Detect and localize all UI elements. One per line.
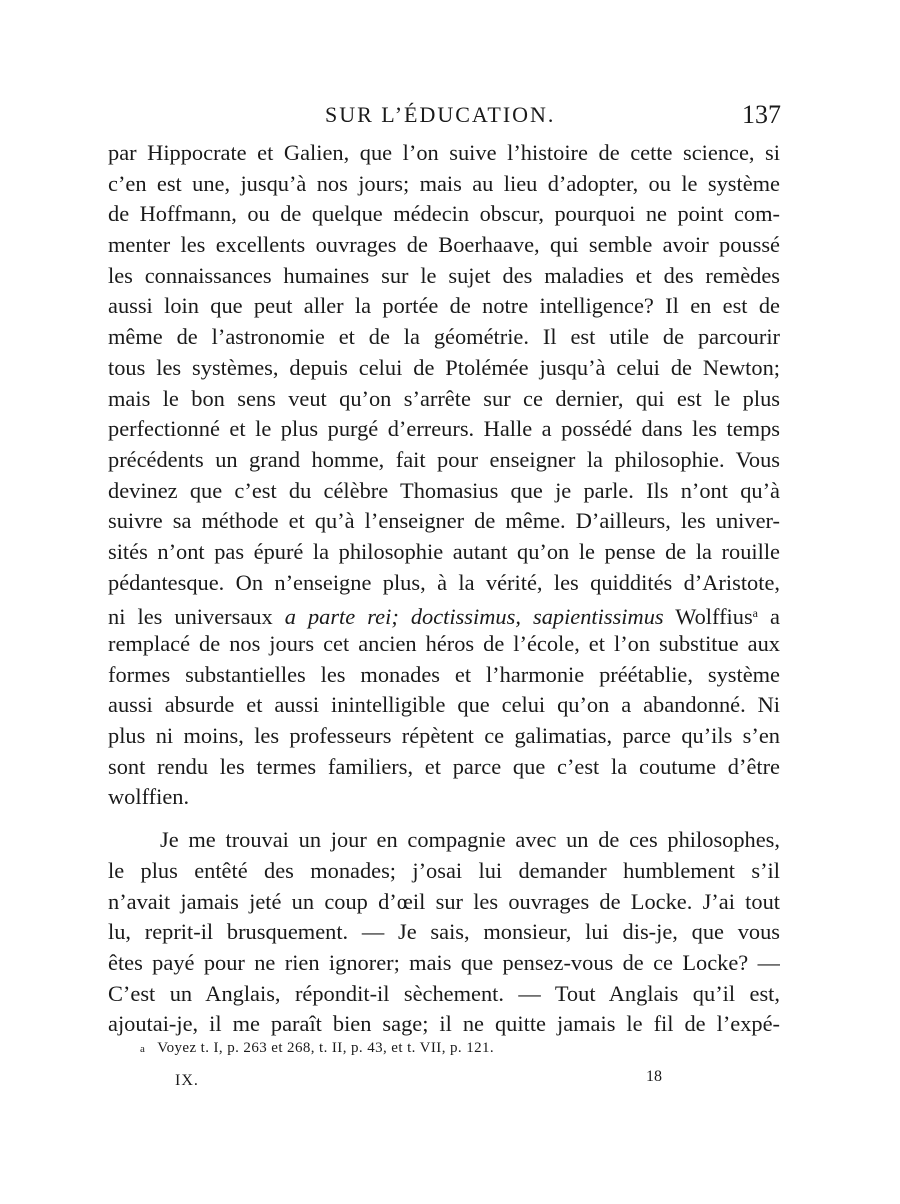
text-fragment: Wolffius xyxy=(663,604,753,629)
text-line: aussi absurde et aussi inintelligible que celui qu’on a abandonné. Ni xyxy=(108,692,780,718)
text-line: sont rendu les termes familiers, et parce que c’est la coutume d’être xyxy=(108,753,780,779)
footnote-reference: a xyxy=(752,606,758,621)
paragraph-1 xyxy=(108,138,780,598)
text-line: menter les excellents ouvrages de Boerhaave, qui semble avoir poussé xyxy=(108,232,780,258)
italic-phrase: a parte rei; doctissimus, sapientissimus xyxy=(284,604,664,629)
text-line: êtes payé pour ne rien ignorer; mais que pensez-vous de ce Locke? — xyxy=(108,949,780,975)
text-line: Je me trouvai un jour en compagnie avec un de ces philosophes, xyxy=(160,827,780,853)
text-line: lu, reprit-il brusquement. — Je sais, monsieur, lui dis-je, que vous xyxy=(108,919,780,945)
text-line: mais le bon sens veut qu’on s’arrête sur ce dernier, qui est le plus xyxy=(108,385,780,411)
text-line: le plus entêté des monades; j’osai lui demander humblement s’il xyxy=(108,857,780,883)
footnote-text: Voyez t. I, p. 263 et 268, t. II, p. 43, et t. VII, p. 121. xyxy=(157,1040,495,1056)
body-text xyxy=(108,138,780,1040)
text-line: suivre sa méthode et qu’à l’enseigner de même. D’ailleurs, les univer- xyxy=(108,508,780,534)
text-line: wolffien. xyxy=(108,784,190,810)
text-line: formes substantielles les monades et l’harmonie préétablie, système xyxy=(108,661,780,687)
text-line-italic xyxy=(108,598,780,629)
footnote-marker: a xyxy=(140,1043,146,1055)
text-line: sités n’ont pas épuré la philosophie autant qu’on le pense de la rouille xyxy=(108,538,780,564)
text-line: plus ni moins, les professeurs répètent ce galimatias, parce qu’ils s’en xyxy=(108,723,780,749)
text-line: aussi loin que peut aller la portée de notre intelligence? Il en est de xyxy=(108,293,780,319)
text-line: remplacé de nos jours cet ancien héros de l’école, et l’on substitue aux xyxy=(108,631,780,656)
text-fragment: ni les universaux xyxy=(108,604,285,629)
text-line: les connaissances humaines sur le sujet des maladies et des remèdes xyxy=(108,262,780,288)
text-line: devinez que c’est du célèbre Thomasius que je parle. Ils n’ont qu’à xyxy=(108,477,780,503)
text-line: n’avait jamais jeté un coup d’œil sur les ouvrages de Locke. J’ai tout xyxy=(108,888,780,914)
footnote xyxy=(140,1040,494,1057)
signature-mark: IX. xyxy=(175,1072,199,1089)
text-line: ajoutai-je, il me paraît bien sage; il ne quitte jamais le fil de l’expé- xyxy=(108,1011,780,1037)
paragraph-gap xyxy=(108,813,780,825)
text-line: précédents un grand homme, fait pour enseigner la philosophie. Vous xyxy=(108,446,780,472)
paragraph-2 xyxy=(108,825,780,1040)
running-title: SUR L’ÉDUCATION. xyxy=(325,102,556,127)
text-line: même de l’astronomie et de la géométrie. Il est utile de parcourir xyxy=(108,324,780,350)
text-fragment: a xyxy=(757,604,780,629)
text-line: de Hoffmann, ou de quelque médecin obscur, pourquoi ne point com- xyxy=(108,201,780,227)
text-line: par Hippocrate et Galien, que l’on suive l’histoire de cette science, si xyxy=(108,140,780,165)
text-line: C’est un Anglais, répondit-il sèchement. — Tout Anglais qu’il est, xyxy=(108,980,780,1006)
sheet-number: 18 xyxy=(646,1068,662,1085)
page-number: 137 xyxy=(742,100,781,129)
text-line: pédantesque. On n’enseigne plus, à la vérité, les quiddités d’Aristote, xyxy=(108,569,780,595)
paragraph-1-end xyxy=(108,629,780,813)
text-line: c’en est une, jusqu’à nos jours; mais au lieu d’adopter, ou le système xyxy=(108,170,780,196)
text-line: perfectionné et le plus purgé d’erreurs. Halle a possédé dans les temps xyxy=(108,416,780,442)
text-line: tous les systèmes, depuis celui de Ptolémée jusqu’à celui de Newton; xyxy=(108,354,780,380)
